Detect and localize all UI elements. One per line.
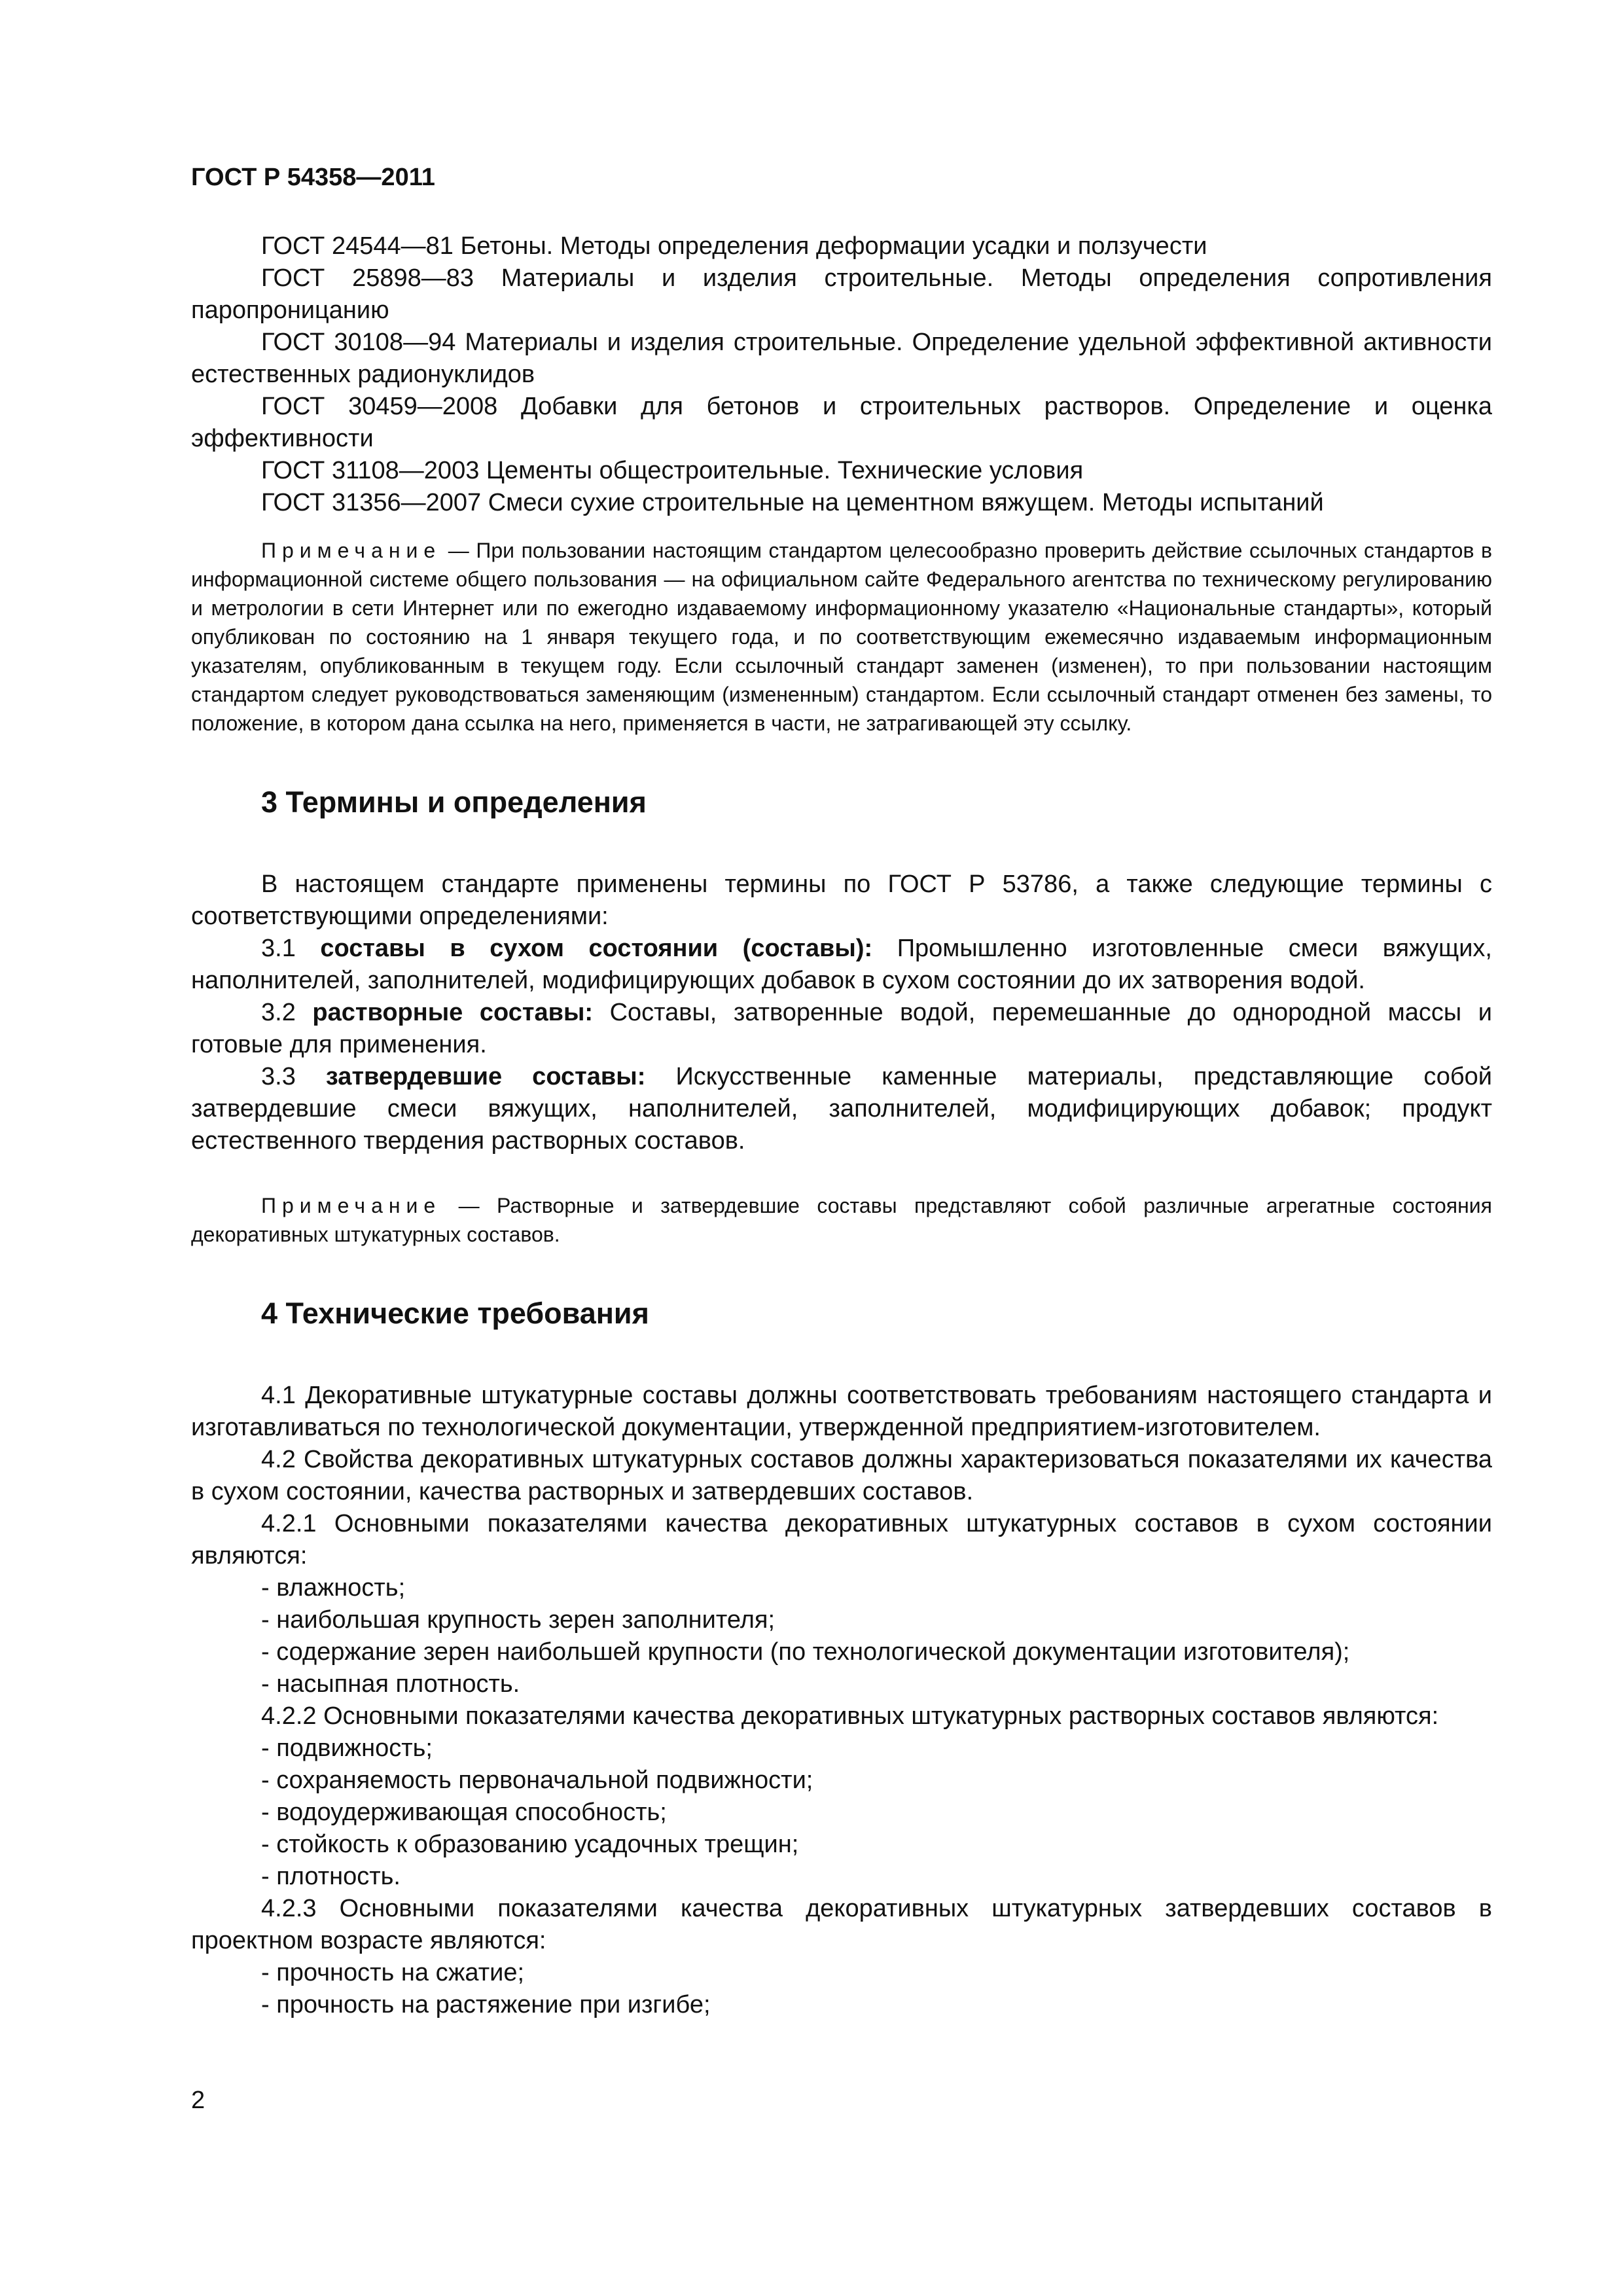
term-number: 3.2 <box>261 999 313 1026</box>
term-definition <box>191 997 1492 1061</box>
section-4-title: 4 Технические требования <box>261 1297 649 1330</box>
paragraph-4-2-1: 4.2.1 Основными показателями качества декоративных штукатурных составов в сухом состоянии являются: <box>191 1510 1492 1570</box>
list-item: - содержание зерен наибольшей крупности (по технологической документации изготовителя); <box>261 1636 1492 1668</box>
term-text: Промышленно изготовленные смеси вяжущих, наполнителей, заполнителей, модифицирующих добавок в сухом состоянии до их затворения водой. <box>191 935 1492 994</box>
section-3-intro: В настоящем стандарте применены термины по ГОСТ Р 53786, а также следующие термины с соответствующими определениями: <box>191 870 1492 930</box>
document-code-header: ГОСТ Р 54358—2011 <box>191 164 435 191</box>
list-4-2-1 <box>191 1572 1492 1700</box>
reference-item: ГОСТ 31108—2003 Цементы общестроительные. Технические условия <box>261 457 1084 484</box>
page-number: 2 <box>191 2087 205 2114</box>
list-item: - влажность; <box>261 1572 1492 1604</box>
term-name: составы в сухом состоянии (составы): <box>320 935 873 962</box>
note-text: — При пользовании настоящим стандартом целесообразно проверить действие ссылочных стандартов в информационной системе общего пользования — на официальном сайте Федерального агентства по техническому регулированию и метрологии в сети Интернет или по ежегодно издаваемому информационному указателю «Национальные стандарты», который опубликован по состоянию на 1 января текущего года, и по соответствующим ежемесячно издаваемым информационным указателям, опубликованным в текущем году. Если ссылочный стандарт заменен (изменен), то при пользовании настоящим стандартом следует руководствоваться заменяющим (измененным) стандартом. Если ссылочный стандарт отменен без замены, то положение, в котором дана ссылка на него, применяется в части, не затрагивающей эту ссылку. <box>191 539 1493 735</box>
paragraph-4-1: 4.1 Декоративные штукатурные составы должны соответствовать требованиям настоящего стандарта и изготавливаться по технологической документации, утвержденной предприятием-изготовителем. <box>191 1382 1492 1441</box>
reference-item: ГОСТ 25898—83 Материалы и изделия строительные. Методы определения сопротивления паропроницанию <box>191 264 1492 324</box>
term-definition <box>191 1061 1492 1157</box>
note-label: Примечание <box>261 1194 442 1217</box>
list-item: - прочность на растяжение при изгибе; <box>261 1989 1492 2021</box>
paragraph-4-2-2: 4.2.2 Основными показателями качества декоративных штукатурных растворных составов являются: <box>261 1702 1439 1730</box>
list-item: - подвижность; <box>261 1732 1492 1765</box>
term-text: Искусственные каменные материалы, представляющие собой затвердевшие смеси вяжущих, наполнителей, заполнителей, модифицирующих добавок; продукт естественного твердения растворных составов. <box>191 1063 1493 1155</box>
list-item: - сохраняемость первоначальной подвижности; <box>261 1765 1492 1797</box>
note-text: — Растворные и затвердевшие составы представляют собой различные агрегатные состояния декоративных штукатурных составов. <box>191 1194 1493 1246</box>
list-4-2-2 <box>191 1732 1492 1893</box>
list-item: - прочность на сжатие; <box>261 1957 1492 1989</box>
list-item: - плотность. <box>261 1861 1492 1893</box>
reference-item: ГОСТ 24544—81 Бетоны. Методы определения деформации усадки и ползучести <box>261 232 1207 260</box>
paragraph-4-2: 4.2 Свойства декоративных штукатурных составов должны характеризоваться показателями их качества в сухом состоянии, качества растворных и затвердевших составов. <box>191 1446 1492 1505</box>
list-item: - насыпная плотность. <box>261 1668 1492 1700</box>
note-label: Примечание <box>261 539 442 562</box>
reference-item: ГОСТ 30459—2008 Добавки для бетонов и строительных растворов. Определение и оценка эффективности <box>191 393 1492 452</box>
reference-item: ГОСТ 31356—2007 Смеси сухие строительные на цементном вяжущем. Методы испытаний <box>261 489 1324 516</box>
document-body <box>191 230 1492 2021</box>
list-item: - наибольшая крупность зерен заполнителя; <box>261 1604 1492 1636</box>
list-4-2-3 <box>191 1957 1492 2021</box>
term-text: Составы, затворенные водой, перемешанные до однородной массы и готовые для применения. <box>191 999 1492 1058</box>
note-references <box>191 536 1492 738</box>
paragraph-4-2-3: 4.2.3 Основными показателями качества декоративных штукатурных затвердевших составов в проектном возрасте являются: <box>191 1895 1492 1954</box>
term-number: 3.3 <box>261 1063 326 1090</box>
reference-item: ГОСТ 30108—94 Материалы и изделия строительные. Определение удельной эффективной активности естественных радионуклидов <box>191 329 1492 388</box>
list-item: - водоудерживающая способность; <box>261 1797 1492 1829</box>
list-item: - стойкость к образованию усадочных трещин; <box>261 1829 1492 1861</box>
note-section-3 <box>191 1191 1492 1249</box>
term-number: 3.1 <box>261 935 321 962</box>
term-name: растворные составы: <box>312 999 594 1026</box>
section-3-title: 3 Термины и определения <box>261 785 647 819</box>
term-name: затвердевшие составы: <box>325 1063 646 1090</box>
term-definition <box>191 933 1492 997</box>
